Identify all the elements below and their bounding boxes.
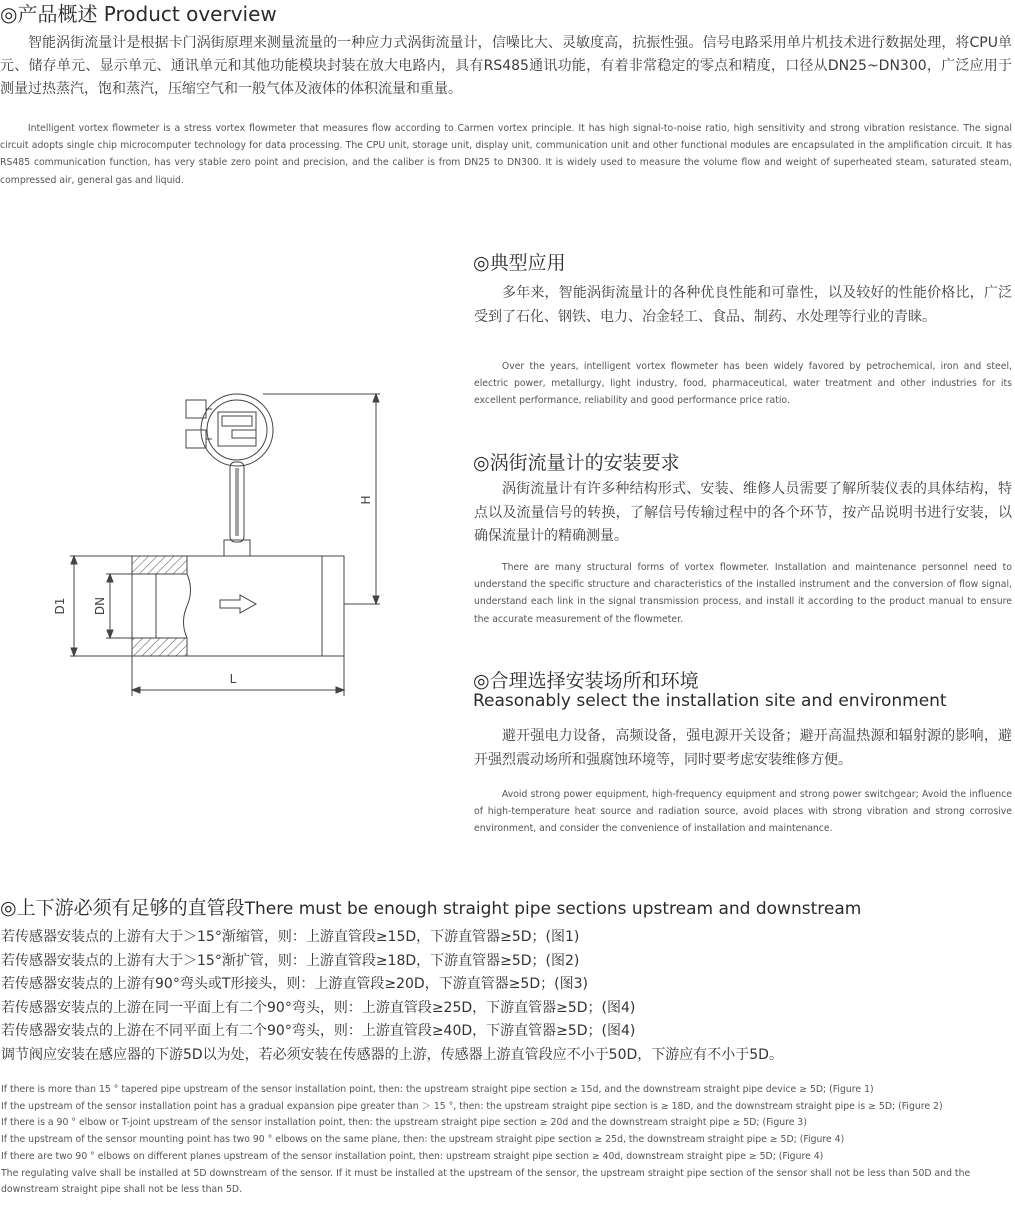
straight-pipe-title-en: There must be enough straight pipe sections upstream and downstream xyxy=(244,899,862,919)
straight-pipe-heading xyxy=(0,893,861,920)
installation-site-zh: 避开强电力设备，高频设备，强电源开关设备；避开高温热源和辐射源的影响，避开强烈震动场所和强腐蚀环境等，同时要考虑安装维修方便。 xyxy=(474,728,1012,768)
en-rule-5: If there are two 90 ° elbows on different planes upstream of the sensor installation point, then: upstream straight pipe section ≥ 40d, downstream straight pipe ≥ 5D; (Figure 4) xyxy=(1,1150,824,1162)
zh-rule-2: 若传感器安装点的上游有大于＞15°渐扩管，则：上游直管段≥18D，下游直管器≥5D；(图2) xyxy=(1,952,580,969)
zh-rule-4: 若传感器安装点的上游在同一平面上有二个90°弯头，则：上游直管段≥25D，下游直管器≥5D；(图4) xyxy=(1,999,636,1016)
straight-pipe-title-zh: ◎上下游必须有足够的直管段 xyxy=(0,897,245,919)
height-label: H xyxy=(359,495,373,505)
dn-label: DN xyxy=(93,596,107,616)
typical-application-title: ◎典型应用 xyxy=(473,252,566,274)
overview-title: ◎产品概述 Product overview xyxy=(0,2,277,26)
typical-application-en: Over the years, intelligent vortex flowmeter has been widely favored by petrochemical, iron and steel, electric power, metallurgy, light industry, food, pharmaceutical, water treatment and other industries for its excellent performance, reliability and good performance price ratio. xyxy=(474,361,1012,407)
installation-requirements-en: There are many structural forms of vortex flowmeter. Installation and maintenance personnel need to understand the specific structure and characteristics of the installed instrument and the conversion of flow signal, understand each link in the signal transmission process, and install it according to the product manual to ensure the accurate measurement of the flowmeter. xyxy=(474,562,1012,625)
length-label: L xyxy=(229,672,237,686)
pipe-wall-top xyxy=(132,556,187,574)
installation-site-title-zh: ◎合理选择安装场所和环境 xyxy=(473,670,699,692)
typical-application-zh: 多年来，智能涡街流量计的各种优良性能和可靠性，以及较好的性能价格比，广泛受到了石化、钢铁、电力、冶金轻工、食品、制药、水处理等行业的青睐。 xyxy=(474,285,1012,325)
installation-requirements-zh: 涡街流量计有许多种结构形式、安装、维修人员需要了解所装仪表的具体结构，特点以及流量信号的转换，了解信号传输过程中的各个环节，按产品说明书进行安装，以确保流量计的精确测量。 xyxy=(474,481,1012,544)
zh-rule-1: 若传感器安装点的上游有大于＞15°渐缩管，则：上游直管段≥15D，下游直管器≥5D；(图1) xyxy=(1,929,580,945)
en-rule-1: If there is more than 15 ° tapered pipe upstream of the sensor installation point, then: the upstream straight pipe section ≥ 15d, and the downstream straight pipe device ≥ 5D; (Figure 1) xyxy=(1,1084,874,1095)
installation-requirements-title: ◎涡街流量计的安装要求 xyxy=(473,452,680,474)
installation-site-title-en: Reasonably select the installation site and environment xyxy=(473,691,947,711)
zh-rule-6: 调节阀应安装在感应器的下游5D以为处，若必须安装在传感器的上游，传感器上游直管段应不小于50D，下游应有不小于5D。 xyxy=(1,1046,783,1063)
zh-rule-3: 若传感器安装点的上游有90°弯头或T形接头，则：上游直管段≥20D，下游直管器≥5D；(图3) xyxy=(1,976,588,992)
en-rule-6: The regulating valve shall be installed at 5D downstream of the sensor. If it must be installed at the upstream of the sensor, the upstream straight pipe section of the sensor shall not be less than 50D and the downstream straight pipe shall not be less than 5D. xyxy=(1,1167,971,1196)
straight-pipe-en-list xyxy=(1,1082,1013,1199)
straight-pipe-zh-list xyxy=(1,926,1013,1067)
overview-zh-paragraph: 智能涡街流量计是根据卡门涡街原理来测量流量的一种应力式涡街流量计，信噪比大、灵敏度高，抗振性强。信号电路采用单片机技术进行数据处理，将CPU单元、储存单元、显示单元、通讯单元和其他功能模块封装在放大电路内，具有RS485通讯功能，有着非常稳定的零点和精度，口径从DN25~DN300，广泛应用于测量过热蒸汽，饱和蒸汽，压缩空气和一般气体及液体的体积流量和重量。 xyxy=(0,35,1012,97)
en-rule-4: If the upstream of the sensor mounting point has two 90 ° elbows on the same plane, then: the upstream straight pipe section ≥ 25d, the downstream straight pipe ≥ 5D; (Figure 4) xyxy=(1,1134,845,1146)
en-rule-2: If the upstream of the sensor installation point has a gradual expansion pipe greater than ＞ 15 °, then: the upstream straight pipe section is ≥ 18D, and the downstream straight pipe is ≥ 5D; (Figure 2) xyxy=(1,1100,943,1112)
cable-gland-top xyxy=(186,400,206,418)
sensor-stem xyxy=(230,462,244,542)
pipe-wall-bottom xyxy=(132,638,187,656)
installation-site-en: Avoid strong power equipment, high-frequency equipment and strong power switchgear; Avoid the influence of high-temperature heat source and radiation source, avoid places with strong vibration and strong corrosive environment, and consider the convenience of installation and maintenance. xyxy=(474,789,1012,835)
flow-direction-arrow xyxy=(220,595,256,613)
en-rule-3: If there is a 90 ° elbow or T-joint upstream of the sensor installation point, then: the upstream straight pipe section ≥ 20d and the downstream straight pipe ≥ 5D; (Figure 3) xyxy=(1,1117,807,1129)
cable-gland-bottom xyxy=(186,430,206,448)
overview-en-paragraph: Intelligent vortex flowmeter is a stress vortex flowmeter that measures flow according to Carmen vortex principle. It has high signal-to-noise ratio, high sensitivity and strong vibration resistance. The signal circuit adopts single chip microcomputer technology for data processing. The CPU unit, storage unit, display unit, communication unit and other functional modules are encapsulated in the amplification circuit. It has RS485 communication function, has very stable zero point and precision, and the caliber is from DN25 to DN300. It is widely used to measure the volume flow and weight of superheated steam, saturated steam, compressed air, general gas and liquid. xyxy=(0,123,1012,186)
d1-label: D1 xyxy=(53,597,67,615)
zh-rule-5: 若传感器安装点的上游在不同平面上有二个90°弯头，则：上游直管段≥40D，下游直管器≥5D；(图4) xyxy=(1,1023,636,1039)
flowmeter-dimension-drawing xyxy=(40,380,390,700)
